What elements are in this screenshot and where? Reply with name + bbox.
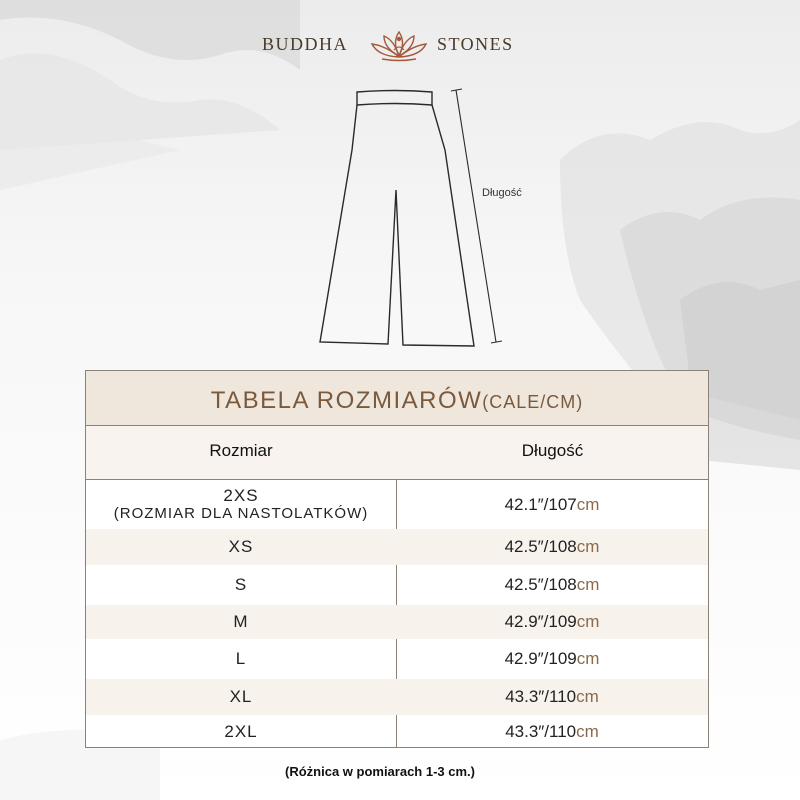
table-row bbox=[86, 529, 708, 565]
length-cell bbox=[396, 575, 708, 595]
measurement-footnote: (Różnica w pomiarach 1-3 cm.) bbox=[285, 764, 475, 779]
length-cell bbox=[396, 537, 708, 557]
size-cell: XS bbox=[228, 537, 254, 556]
size-cell: L bbox=[235, 649, 247, 668]
table-row bbox=[86, 565, 708, 605]
length-value: 42.9″/109 bbox=[504, 612, 577, 631]
length-unit: cm bbox=[576, 575, 600, 594]
size-value: 2XS bbox=[223, 486, 259, 505]
brand-name-left: BUDDHA bbox=[261, 34, 348, 54]
length-cell bbox=[396, 687, 708, 707]
length-value: 42.9″/109 bbox=[504, 649, 577, 668]
size-cell: S bbox=[234, 575, 248, 594]
size-chart-table bbox=[85, 370, 709, 748]
length-unit: cm bbox=[576, 537, 600, 556]
length-arrow bbox=[451, 89, 502, 343]
pants-outline bbox=[320, 105, 474, 346]
table-title bbox=[86, 371, 708, 426]
length-unit: cm bbox=[576, 722, 599, 741]
brand-logo bbox=[0, 26, 800, 62]
length-unit: cm bbox=[576, 494, 600, 514]
length-label: Długość bbox=[482, 187, 522, 199]
size-cell: 2XL bbox=[224, 722, 258, 741]
waistband bbox=[357, 91, 432, 106]
table-row bbox=[86, 480, 708, 529]
table-title-text: TABELA ROZMIARÓW bbox=[210, 387, 483, 414]
length-unit: cm bbox=[576, 687, 599, 706]
header-size: Rozmiar bbox=[209, 441, 273, 460]
size-note: (ROZMIAR DLA NASTOLATKÓW) bbox=[113, 505, 369, 522]
size-cell: XL bbox=[229, 687, 253, 706]
length-unit: cm bbox=[576, 612, 600, 631]
length-cell bbox=[396, 722, 708, 742]
header-length: Długość bbox=[521, 441, 584, 460]
pants-diagram bbox=[300, 80, 520, 350]
table-title-units: (CALE/CM) bbox=[482, 392, 584, 412]
length-value: 43.3″/110 bbox=[505, 687, 577, 706]
length-cell bbox=[396, 495, 708, 515]
brand-name-right: STONES bbox=[437, 34, 514, 54]
table-row bbox=[86, 639, 708, 679]
table-header-row bbox=[86, 426, 708, 480]
table-row bbox=[86, 679, 708, 715]
length-value: 42.1″/107 bbox=[504, 494, 577, 514]
length-value: 43.3″/110 bbox=[505, 722, 577, 741]
table-row bbox=[86, 605, 708, 639]
length-cell bbox=[396, 649, 708, 669]
length-cell bbox=[396, 612, 708, 632]
size-cell: M bbox=[233, 612, 249, 631]
length-value: 42.5″/108 bbox=[504, 575, 577, 594]
length-value: 42.5″/108 bbox=[504, 537, 577, 556]
table-row bbox=[86, 715, 708, 749]
lotus-meditation-icon bbox=[364, 26, 434, 62]
size-cell bbox=[86, 487, 396, 522]
length-unit: cm bbox=[576, 649, 600, 668]
